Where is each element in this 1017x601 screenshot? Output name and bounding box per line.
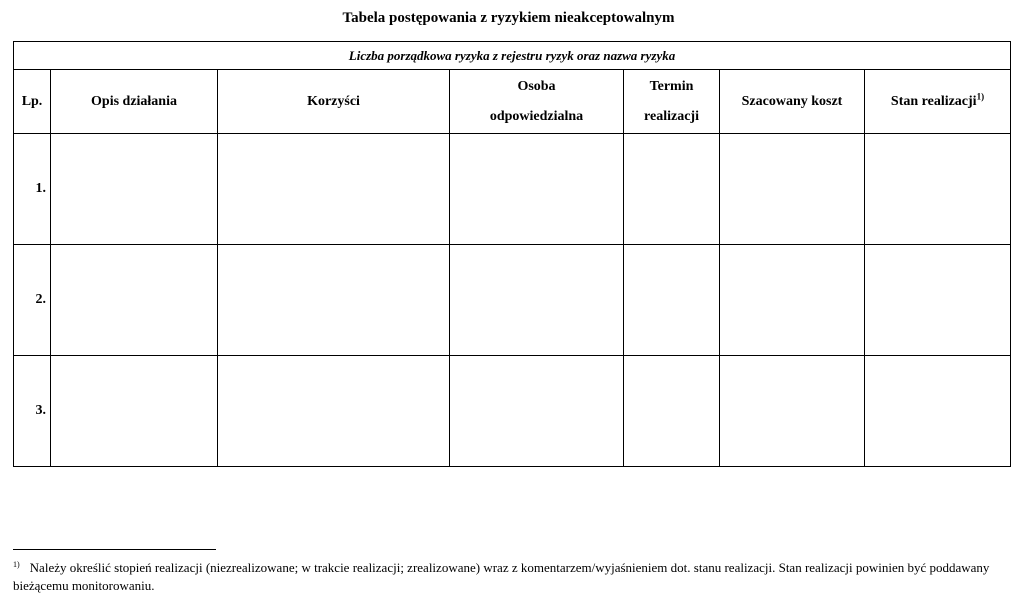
cell-benefits	[218, 134, 450, 245]
cell-benefits	[218, 356, 450, 467]
page-title: Tabela postępowania z ryzykiem nieakceptowalnym	[342, 10, 675, 26]
cell-benefits	[218, 245, 450, 356]
row-number: 3.	[14, 356, 51, 467]
cell-deadline	[624, 356, 720, 467]
column-header-deadline	[624, 70, 720, 134]
column-header-status	[865, 70, 1011, 134]
footnote-reference: 1)	[976, 90, 985, 101]
cell-cost	[720, 356, 865, 467]
cell-cost	[720, 245, 865, 356]
subtitle-row	[14, 42, 1011, 70]
cell-deadline	[624, 245, 720, 356]
cell-deadline	[624, 134, 720, 245]
row-number: 1.	[14, 134, 51, 245]
column-header-description: Opis działania	[51, 70, 218, 134]
cell-description	[51, 356, 218, 467]
column-header-cost: Szacowany koszt	[720, 70, 865, 134]
table-row	[14, 245, 1011, 356]
cell-description	[51, 245, 218, 356]
column-header-deadline-line1: Termin	[649, 78, 694, 94]
footnote-marker: 1)	[13, 559, 20, 569]
cell-status	[865, 245, 1011, 356]
cell-status	[865, 356, 1011, 467]
footnote	[13, 559, 1010, 595]
cell-person	[450, 356, 624, 467]
footnote-separator	[13, 549, 216, 550]
column-header-person	[450, 70, 624, 134]
table-row	[14, 134, 1011, 245]
header-row	[14, 70, 1011, 134]
cell-status	[865, 134, 1011, 245]
column-header-status-label: Stan realizacji	[890, 93, 977, 109]
table-row	[14, 356, 1011, 467]
column-header-benefits: Korzyści	[218, 70, 450, 134]
cell-description	[51, 134, 218, 245]
column-header-person-line1: Osoba	[517, 78, 556, 94]
table-subtitle: Liczba porządkowa ryzyka z rejestru ryzyk oraz nazwa ryzyka	[14, 42, 1011, 70]
risk-treatment-table	[13, 41, 1011, 467]
column-header-lp: Lp.	[14, 70, 51, 134]
cell-person	[450, 134, 624, 245]
footnote-text: Należy określić stopień realizacji (niezrealizowane; w trakcie realizacji; zrealizowane) wraz z komentarzem/wyjaśnieniem dot. stanu realizacji. Stan realizacji powinien być poddawany bieżącemu monitorowaniu.	[13, 560, 990, 593]
column-header-deadline-line2: realizacji	[644, 108, 699, 124]
column-header-person-line2: odpowiedzialna	[489, 108, 584, 124]
cell-person	[450, 245, 624, 356]
row-number: 2.	[14, 245, 51, 356]
cell-cost	[720, 134, 865, 245]
